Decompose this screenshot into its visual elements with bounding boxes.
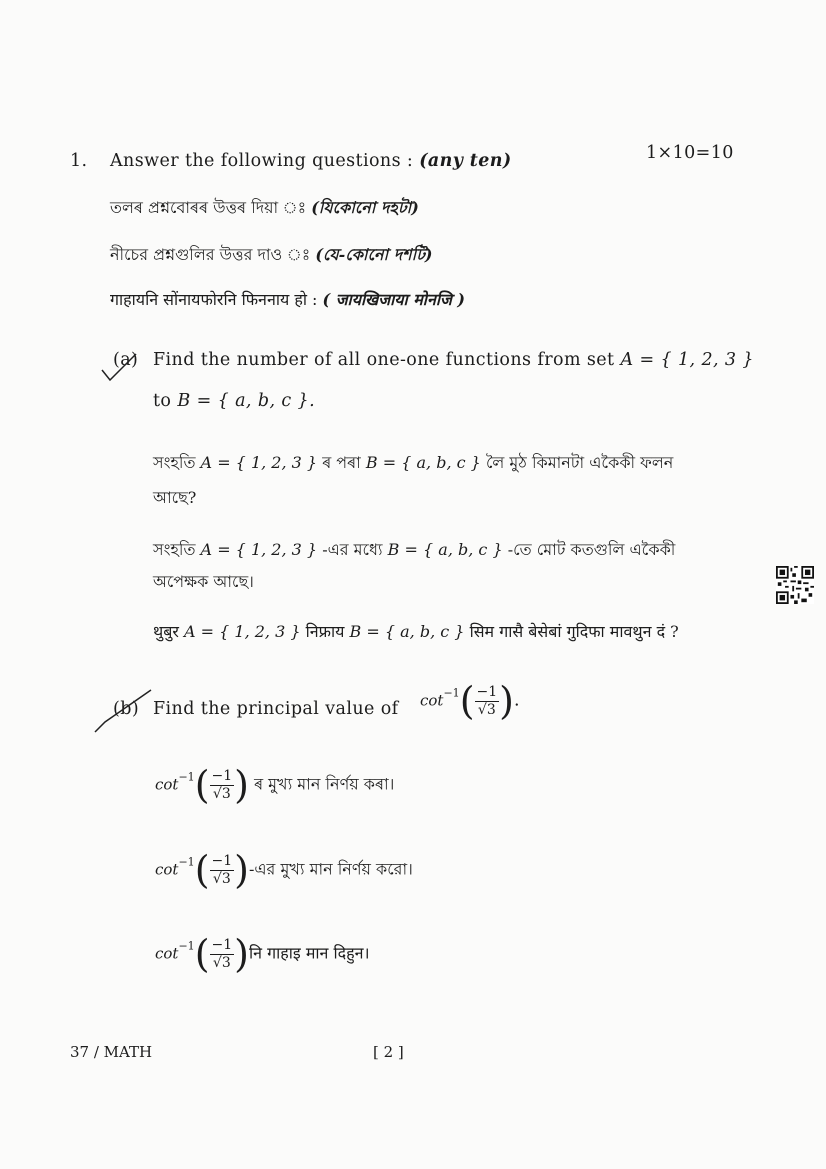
part-a-bn-set-a: A = { 1, 2, 3 } [200, 540, 318, 559]
part-b-bo-text: नि गाहाइ मान दिहुन। [248, 943, 370, 963]
fraction-numerator-as: −1 [211, 767, 233, 784]
prompt-bo-text: गाहायनि सोंनायफोरनि फिननाय हो : [110, 290, 318, 309]
part-a-bodo-line [153, 620, 679, 642]
question-prompt-assamese [110, 195, 419, 222]
footer-code: 37 / MATH [70, 1043, 153, 1061]
cot-exponent-as: −1 [178, 770, 195, 784]
part-a-to-word: to [153, 391, 172, 411]
fraction-bo [210, 937, 235, 972]
question-prompt-bodo [110, 288, 465, 310]
fraction-denominator-as: √3 [212, 785, 231, 802]
part-a-as-set-b: B = { a, b, c } [365, 453, 481, 472]
fraction-denominator-bn: √3 [212, 870, 231, 887]
prompt-bo-choice: ( जायखिजाया मोनजि ) [322, 290, 465, 309]
part-a-label: (a) [113, 350, 139, 370]
part-a-bengali-line1 [153, 537, 675, 564]
fraction-as [210, 768, 235, 803]
prompt-as-text: তলৰ প্ৰশ্নবোৰৰ উত্তৰ দিয়া ঃ [110, 198, 307, 217]
prompt-bn-choice: (যে-কোনো দশটি) [315, 245, 433, 264]
cot-func: cot [420, 691, 444, 710]
question-number: 1. [70, 151, 88, 171]
cot-func-as: cot [155, 775, 179, 794]
part-a-bo-mid: निफ्राय [305, 622, 345, 641]
part-a-bo-pre: थुबुर [153, 622, 179, 641]
part-b-assamese-line: $\cot^{-1}$( $\frac{-1}{√3}$ ) ৰ মুখ্য মান নিৰ্ণয় কৰা। [155, 763, 395, 807]
part-a-assamese-line2: আছে? [153, 488, 197, 507]
fraction-numerator-bo: −1 [211, 936, 233, 953]
part-a-english-line1 [153, 350, 754, 370]
part-a-bengali-line2: অপেক্ষক আছে। [153, 572, 254, 591]
marks: 1×10=10 [646, 143, 734, 163]
part-a-bn-mid: -এর মধ্যে [322, 540, 383, 559]
part-a-bo-post: सिम गासै बेसेबां गुदिफा मावथुन दं ? [469, 622, 679, 641]
part-a-bn-set-b: B = { a, b, c } [387, 540, 503, 559]
fraction-denominator: √3 [477, 701, 496, 718]
cot-exponent: −1 [443, 686, 460, 700]
part-a-assamese-line1 [153, 450, 673, 477]
part-a-as-pre: সংহতি [153, 453, 196, 472]
part-b-expression-en: $\cot^{-1}$( $\frac{-1}{√3}$ ). [420, 679, 520, 723]
fraction-numerator-bn: −1 [211, 852, 233, 869]
part-a-set-b: B = { a, b, c }. [177, 391, 316, 411]
cot-exponent-bn: −1 [178, 855, 195, 869]
part-a-english-line2 [153, 391, 315, 411]
cot-func-bn: cot [155, 860, 179, 879]
fraction-bn [210, 853, 235, 888]
part-a-bn-pre: সংহতি [153, 540, 196, 559]
part-a-bo-set-a: A = { 1, 2, 3 } [184, 622, 301, 641]
part-b-period: . [513, 690, 520, 711]
part-a-as-mid: ৰ পৰা [322, 453, 361, 472]
prompt-bn-text: নীচের প্রশ্নগুলির উত্তর দাও ঃ [110, 245, 311, 264]
part-b-english-line: Find the principal value of [153, 699, 399, 719]
fraction-numerator: −1 [476, 683, 498, 700]
part-a-as-post: লৈ মুঠ কিমানটা একৈকী ফলন [485, 453, 674, 472]
cot-func-bo: cot [155, 944, 179, 963]
fraction-denominator-bo: √3 [212, 954, 231, 971]
part-b-label: (b) [113, 699, 140, 719]
tick-mark-a [100, 352, 140, 384]
qr-code-icon [776, 566, 814, 604]
part-a-bo-set-b: B = { a, b, c } [349, 622, 465, 641]
part-b-bodo-line: $\cot^{-1}$( $\frac{-1}{√3}$ )नि गाहाइ मान दिहुन। [155, 932, 370, 976]
tick-mark-b [93, 688, 155, 738]
part-a-bn-post: -তে মোট কতগুলি একৈকী [507, 540, 676, 559]
part-b-bn-text: -এর মুখ্য মান নির্ণয় করো। [248, 859, 413, 879]
cot-exponent-bo: −1 [178, 939, 195, 953]
part-a-as-set-a: A = { 1, 2, 3 } [200, 453, 318, 472]
prompt-as-choice: (যিকোনো দহটা) [311, 198, 419, 217]
part-b-bengali-line: $\cot^{-1}$( $\frac{-1}{√3}$ )-এর মুখ্য মান নির্ণয় করো। [155, 848, 413, 892]
prompt-en-choice: (any ten) [419, 151, 512, 171]
fraction [475, 684, 500, 719]
question-prompt-bengali [110, 242, 433, 269]
part-a-en-text: Find the number of all one-one functions from set [153, 350, 615, 370]
part-a-set-a: A = { 1, 2, 3 } [620, 350, 754, 370]
part-b-as-text: ৰ মুখ্য মান নিৰ্ণয় কৰা। [254, 774, 395, 794]
question-prompt-english [110, 151, 512, 171]
prompt-en-text: Answer the following questions : [110, 151, 414, 171]
footer-page-number: [ 2 ] [373, 1043, 404, 1061]
